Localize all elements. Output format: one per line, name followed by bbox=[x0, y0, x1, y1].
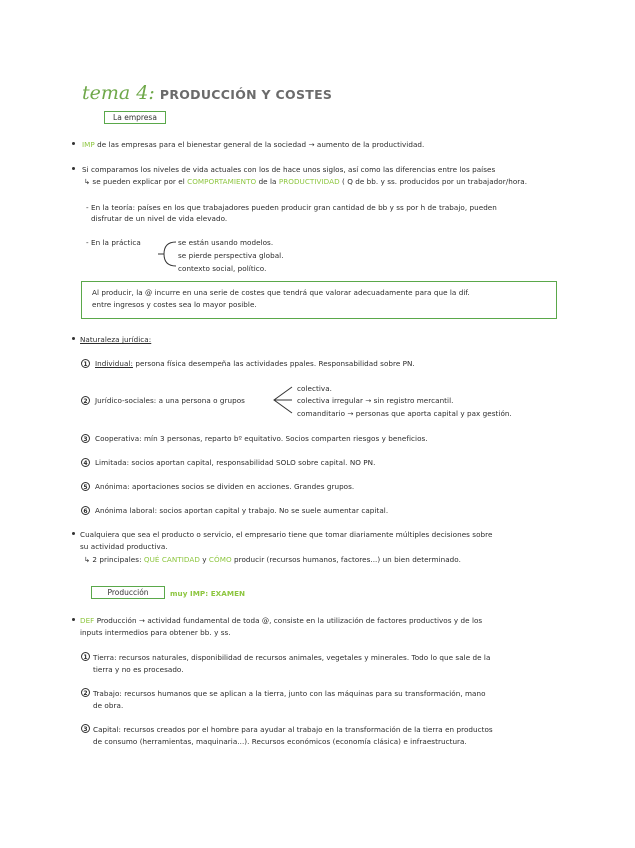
number-circle: 6 bbox=[81, 506, 90, 515]
juridico-branch: comanditario → personas que aporta capital y pax gestión. bbox=[297, 409, 512, 418]
exam-note: muy IMP: EXAMEN bbox=[170, 589, 246, 598]
comparison-line-2 bbox=[84, 176, 527, 187]
bullet bbox=[72, 142, 75, 145]
factor-tierra-line-2: tierra y no es procesado. bbox=[93, 665, 184, 674]
bullet bbox=[72, 532, 75, 535]
como-keyword: CÓMO bbox=[208, 555, 232, 564]
costs-note-line-2: entre ingresos y costes sea lo mayor posible. bbox=[92, 300, 257, 309]
juridico-branch: colectiva irregular → sin registro mercantil. bbox=[297, 396, 454, 405]
principales-label: ↳ 2 principales: bbox=[84, 555, 142, 564]
imp-label: IMP bbox=[82, 140, 95, 149]
item-text: socios aportan capital, responsabilidad SOLO sobre capital. NO PN. bbox=[131, 458, 376, 467]
factor-capital-line-2: de consumo (herramientas, maquinaria...). Recursos económicos (economía clásica) e infraestructura. bbox=[93, 737, 467, 746]
teoria-line-2: disfrutar de un nivel de vida elevado. bbox=[91, 214, 228, 223]
number-circle: 5 bbox=[81, 482, 90, 491]
number-circle: 2 bbox=[81, 396, 90, 405]
def-text: Producción → actividad fundamental de toda @, consiste en la utilización de factores productivos y de los bbox=[96, 616, 483, 625]
factor-trabajo-line-1: Trabajo: recursos humanos que se aplican a la tierra, junto con las máquinas para su transformación, mano bbox=[93, 689, 486, 698]
decisions-line-2: su actividad productiva. bbox=[80, 542, 168, 551]
item-text: socios aportan capital y trabajo. No se suele aumentar capital. bbox=[159, 506, 389, 515]
productividad-keyword: PRODUCTIVIDAD bbox=[278, 177, 340, 186]
item-juridico bbox=[95, 395, 245, 406]
practica-item: contexto social, político. bbox=[178, 264, 267, 273]
imp-text: de las empresas para el bienestar general de la sociedad → aumento de la productividad. bbox=[97, 140, 425, 149]
bullet bbox=[72, 618, 75, 621]
item-text: aportaciones socios se dividen en acciones. Grandes grupos. bbox=[132, 482, 355, 491]
y-text: y bbox=[202, 555, 207, 564]
number-circle: 2 bbox=[81, 688, 90, 697]
item-label: Anónima laboral: bbox=[95, 506, 158, 515]
item-limitada bbox=[95, 457, 375, 468]
factor-trabajo-line-2: de obra. bbox=[93, 701, 124, 710]
bullet bbox=[72, 167, 75, 170]
comparison-line-2-end: ( Q de bb. y ss. producidos por un trabajador/hora. bbox=[342, 177, 528, 186]
page-header bbox=[82, 82, 332, 104]
practica-label: - En la práctica bbox=[86, 238, 141, 247]
decisions-line-3 bbox=[84, 554, 461, 565]
item-text: a una persona o grupos bbox=[158, 396, 245, 405]
factor-capital-line-1: Capital: recursos creados por el hombre para ayudar al trabajo en la transformación de la tierra en productos bbox=[93, 725, 493, 734]
que-cantidad-keyword: QUÉ CANTIDAD bbox=[143, 555, 200, 564]
item-cooperativa bbox=[95, 433, 428, 444]
tag-la-empresa: La empresa bbox=[104, 111, 166, 124]
practica-brace bbox=[154, 238, 180, 272]
item-individual bbox=[95, 358, 415, 369]
comportamiento-keyword: COMPORTAMIENTO bbox=[187, 177, 257, 186]
bullet-imp bbox=[82, 139, 424, 150]
tag-produccion: Producción bbox=[91, 586, 165, 599]
juridico-branch: colectiva. bbox=[297, 384, 332, 393]
juridico-brace bbox=[268, 384, 296, 418]
costs-note-line-1: Al producir, la @ incurre en una serie de costes que tendrá que valorar adecuadamente para que la dif. bbox=[92, 288, 470, 297]
item-label: Cooperativa: bbox=[95, 434, 142, 443]
item-text: persona física desempeña las actividades ppales. Responsabilidad sobre PN. bbox=[135, 359, 415, 368]
de-la-text: de la bbox=[258, 177, 277, 186]
decisions-line-3-end: producir (recursos humanos, factores...) un bien determinado. bbox=[234, 555, 461, 564]
number-circle: 3 bbox=[81, 434, 90, 443]
practica-item: se pierde perspectiva global. bbox=[178, 251, 284, 260]
factor-tierra-line-1: Tierra: recursos naturales, disponibilidad de recursos animales, vegetales y minerales. Todo lo que sale de la bbox=[93, 653, 491, 662]
number-circle: 3 bbox=[81, 724, 90, 733]
tema-colon: : bbox=[148, 82, 155, 104]
arrow-text: ↳ se pueden explicar por el bbox=[84, 177, 185, 186]
practica-item: se están usando modelos. bbox=[178, 238, 274, 247]
item-anonima-laboral bbox=[95, 505, 388, 516]
produccion-def-line-1 bbox=[80, 615, 482, 626]
item-label: Jurídico-sociales: bbox=[95, 396, 157, 405]
item-text: mín 3 personas, reparto bº equitativo. Socios comparten riesgos y beneficios. bbox=[144, 434, 428, 443]
teoria-line-1: - En la teoría: países en los que trabajadores pueden producir gran cantidad de bb y ss por h de trabajo, pueden bbox=[86, 203, 497, 212]
comparison-line-1: Si comparamos los niveles de vida actuales con los de hace unos siglos, así como las diferencias entre los países bbox=[82, 165, 496, 174]
number-circle: 1 bbox=[81, 359, 90, 368]
item-anonima bbox=[95, 481, 354, 492]
decisions-line-1: Cualquiera que sea el producto o servicio, el empresario tiene que tomar diariamente múltiples decisiones sobre bbox=[80, 530, 493, 539]
produccion-def-line-2: inputs intermedios para obtener bb. y ss. bbox=[80, 628, 231, 637]
naturaleza-heading: Naturaleza jurídica: bbox=[80, 335, 152, 344]
item-label: Limitada: bbox=[95, 458, 130, 467]
item-label: Individual: bbox=[95, 359, 133, 368]
number-circle: 4 bbox=[81, 458, 90, 467]
number-circle: 1 bbox=[81, 652, 90, 661]
tema-label: tema 4 bbox=[82, 82, 149, 104]
bullet bbox=[72, 337, 75, 340]
def-label: DEF bbox=[80, 616, 95, 625]
item-label: Anónima: bbox=[95, 482, 130, 491]
page-title: PRODUCCIÓN Y COSTES bbox=[159, 87, 333, 102]
